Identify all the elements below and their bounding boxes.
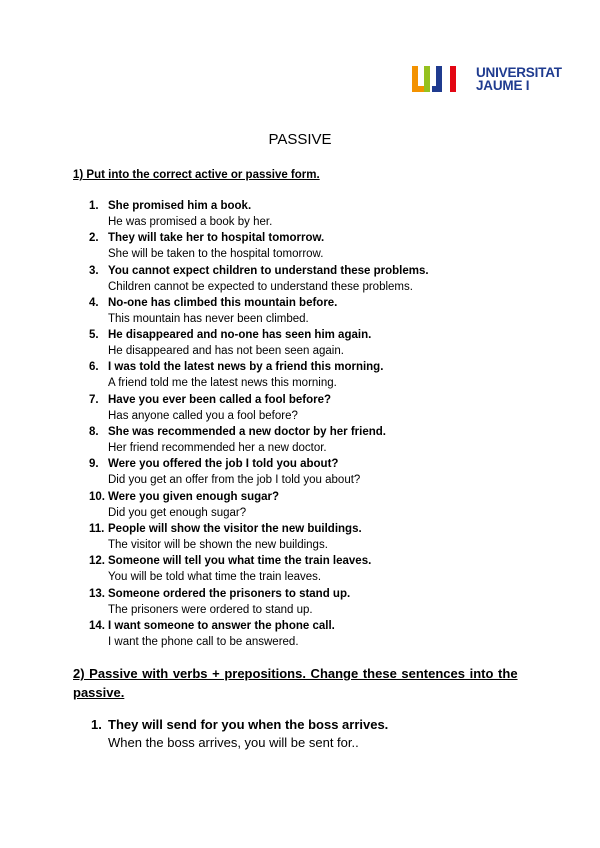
university-logo (412, 64, 562, 94)
question: Have you ever been called a fool before? (108, 393, 332, 406)
item-number: 2. (89, 232, 99, 245)
answer: I want the phone call to be answered. (108, 635, 299, 648)
answer: Did you get enough sugar? (108, 506, 247, 519)
answer: Children cannot be expected to understand these problems. (108, 280, 413, 293)
question: Were you given enough sugar? (108, 490, 280, 503)
logo-bar-red (450, 66, 456, 92)
logo-bar-green (424, 66, 430, 92)
logo-line-2: JAUME I (476, 78, 530, 93)
item-number: 11. (89, 522, 105, 535)
question: People will show the visitor the new buildings. (108, 522, 362, 535)
section-2-heading: 2) Passive with verbs + prepositions. Change these sentences into the passive. (73, 666, 518, 700)
question: You cannot expect children to understand these problems. (108, 264, 429, 277)
question: No-one has climbed this mountain before. (108, 296, 338, 309)
answer: Has anyone called you a fool before? (108, 409, 298, 422)
question: He disappeared and no-one has seen him again. (108, 329, 372, 342)
logo-line-1: UNIVERSITAT (476, 65, 562, 80)
item-number: 5. (89, 329, 99, 342)
logo-bar-blue-base (432, 86, 442, 92)
answer: A friend told me the latest news this morning. (108, 377, 337, 390)
answer: He was promised a book by her. (108, 216, 273, 228)
logo-text (476, 66, 562, 92)
answer: She will be taken to the hospital tomorrow. (108, 248, 324, 261)
item-number: 6. (89, 361, 99, 374)
item-number: 13. (89, 587, 105, 600)
item-number: 7. (89, 393, 99, 406)
question: I want someone to answer the phone call. (108, 619, 335, 632)
answer: This mountain has never been climbed. (108, 312, 309, 325)
question: Were you offered the job I told you about? (108, 458, 339, 471)
question: Someone will tell you what time the train leaves. (108, 555, 372, 568)
item-number: 9. (89, 458, 99, 471)
uji-logo-icon (412, 64, 468, 94)
item-number: 8. (89, 426, 99, 439)
answer: He disappeared and has not been seen again. (108, 345, 344, 358)
answer: Her friend recommended her a new doctor. (108, 442, 327, 455)
question: Someone ordered the prisoners to stand up. (108, 587, 351, 600)
question: She was recommended a new doctor by her friend. (108, 426, 386, 439)
item-number: 10. (89, 490, 105, 503)
answer: The prisoners were ordered to stand up. (108, 603, 313, 616)
question: They will send for you when the boss arrives. (108, 717, 389, 732)
item-number: 1. (91, 717, 102, 732)
question: I was told the latest news by a friend this morning. (108, 361, 384, 374)
answer: The visitor will be shown the new buildings. (108, 538, 328, 551)
item-number: 12. (89, 555, 105, 568)
answer: When the boss arrives, you will be sent for.. (108, 735, 359, 750)
item-number: 4. (89, 296, 99, 309)
item-number: 3. (89, 264, 99, 277)
section-1-heading: 1) Put into the correct active or passive form. (73, 169, 320, 181)
item-number: 14. (89, 619, 105, 632)
answer: You will be told what time the train leaves. (108, 571, 322, 584)
answer: Did you get an offer from the job I told you about? (108, 474, 361, 487)
page-title: PASSIVE (268, 131, 332, 148)
question: She promised him a book. (108, 200, 252, 212)
item-number: 1. (89, 200, 99, 212)
question: They will take her to hospital tomorrow. (108, 232, 325, 245)
